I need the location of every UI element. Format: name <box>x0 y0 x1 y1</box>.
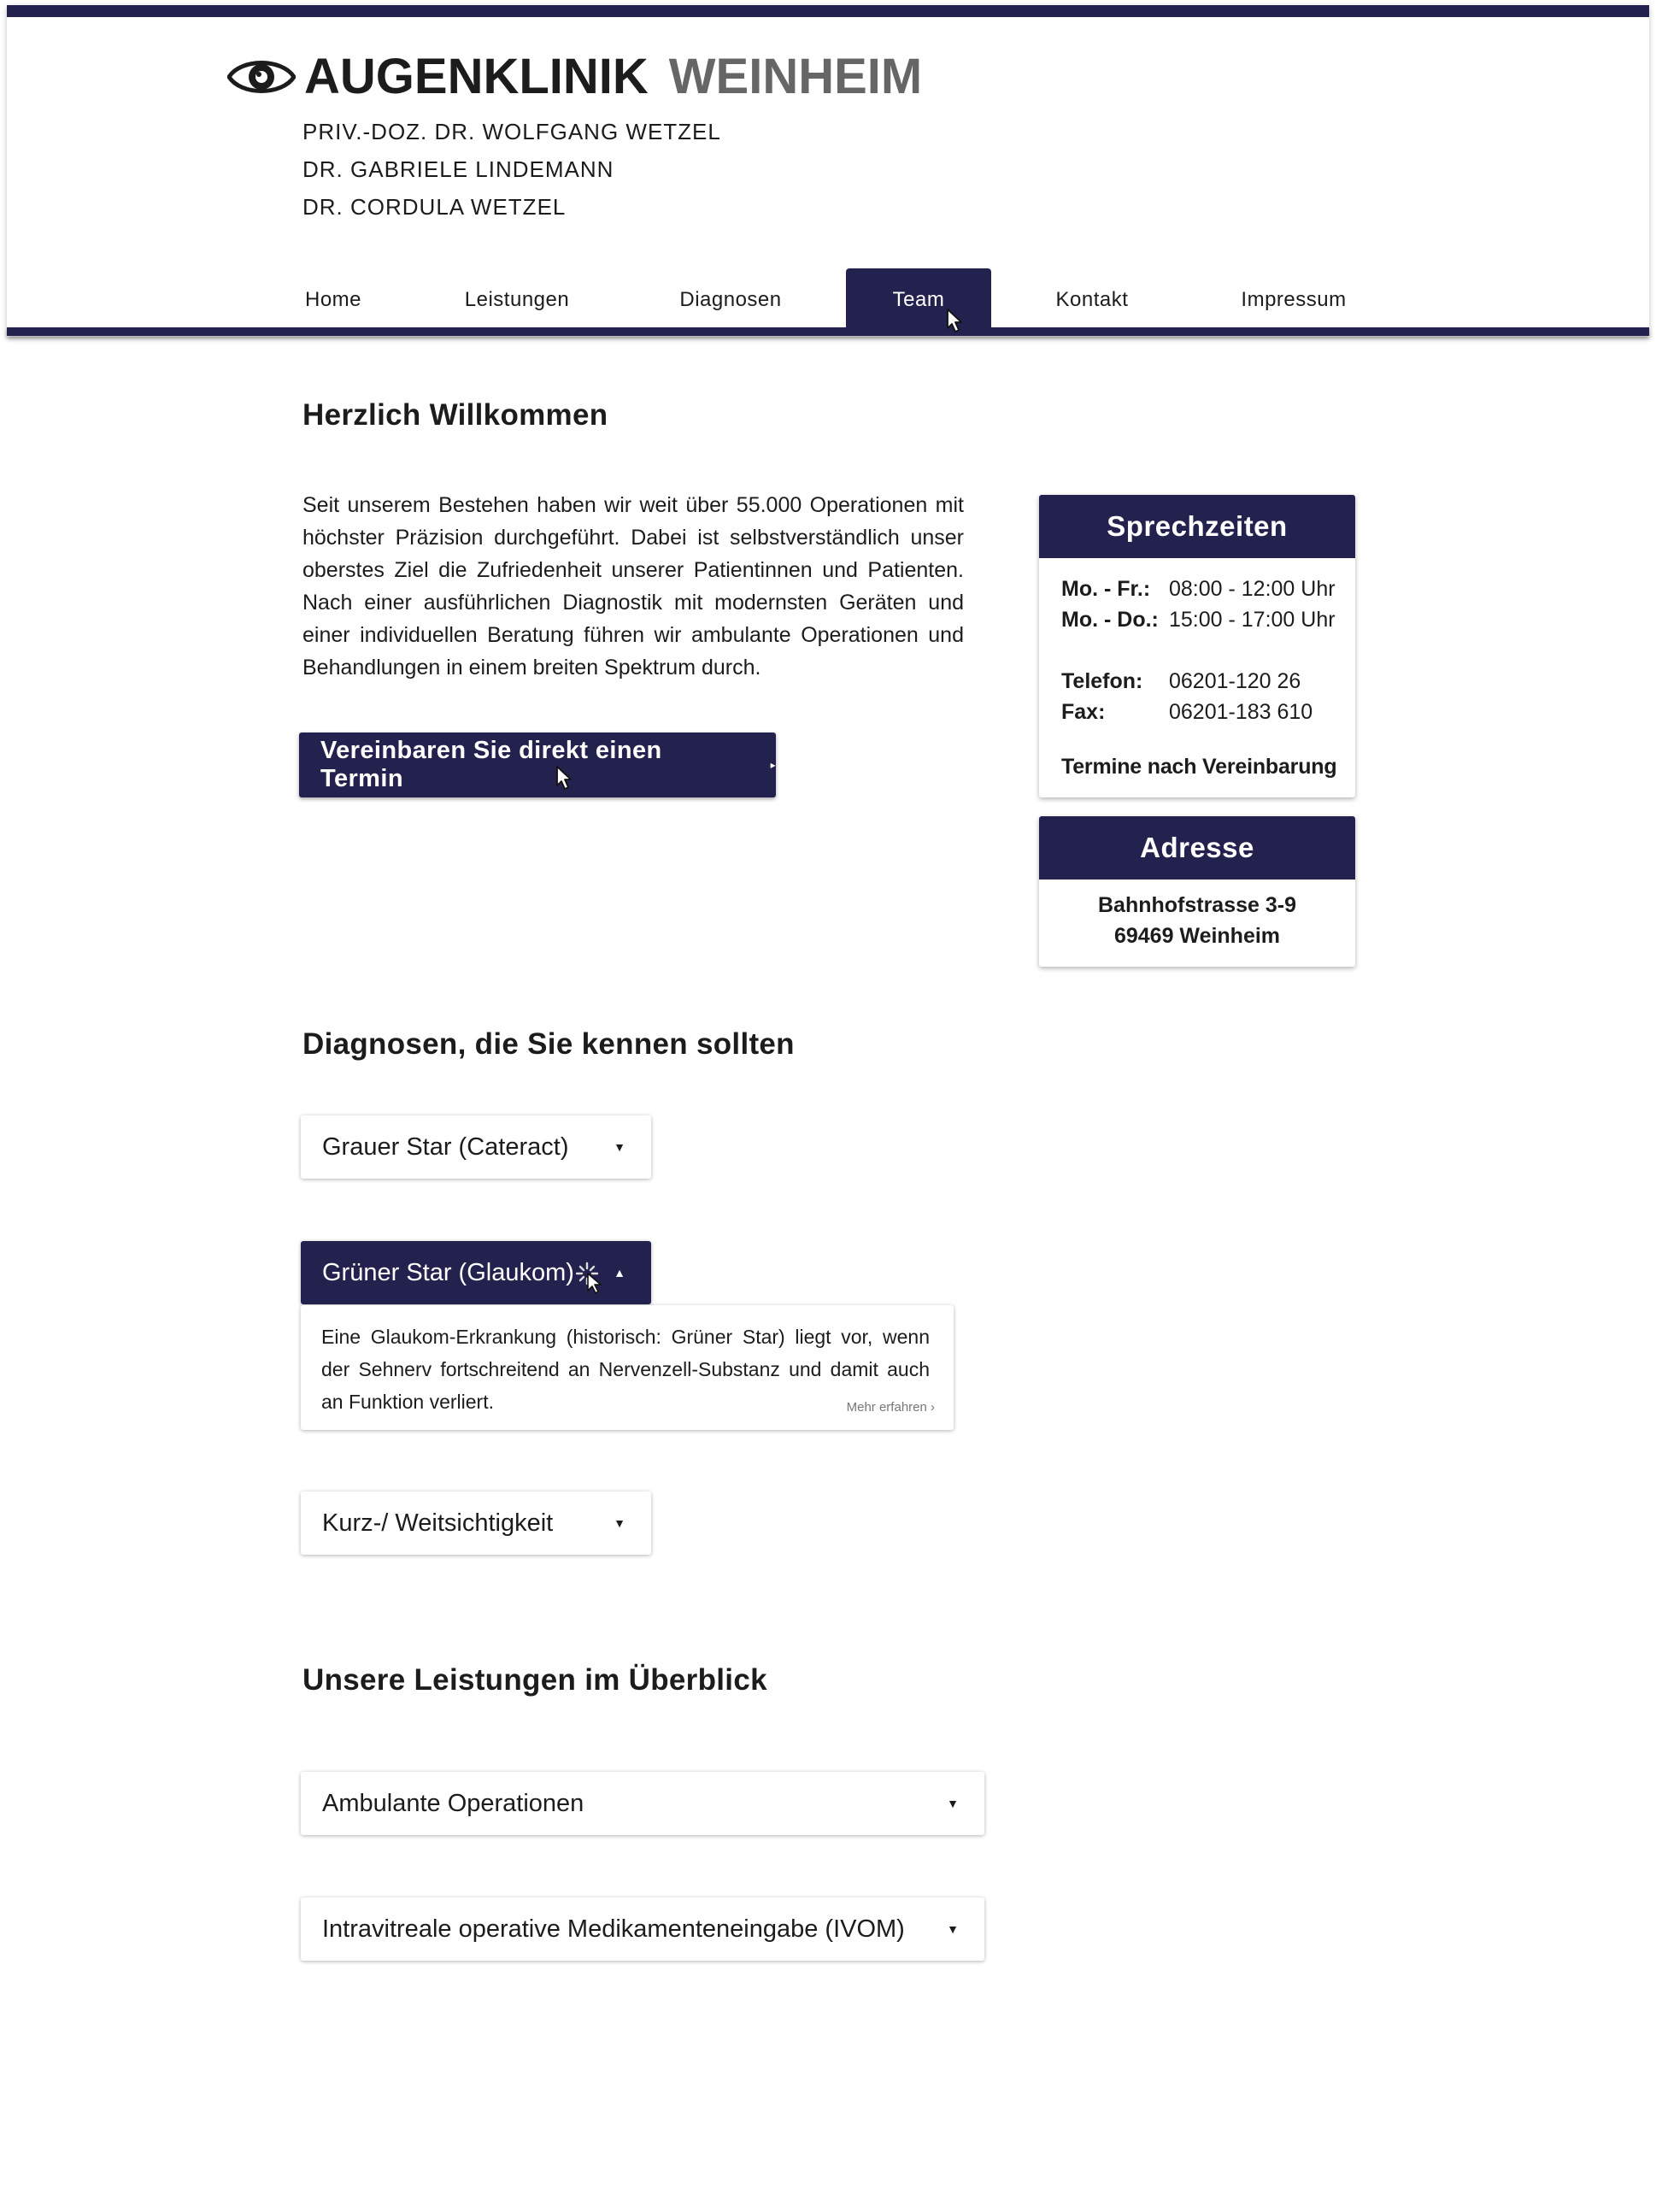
hours-value: 15:00 - 17:00 Uhr <box>1169 608 1336 632</box>
accordion-label: Intravitreale operative Medikamenteneingabe (IVOM) <box>322 1915 905 1943</box>
accordion-label: Grüner Star (Glaukom) <box>322 1258 574 1286</box>
services-title: Unsere Leistungen im Überblick <box>302 1663 767 1697</box>
welcome-title: Herzlich Willkommen <box>302 398 608 432</box>
caret-down-icon: ▼ <box>947 1922 959 1936</box>
hours-row <box>1061 604 1355 635</box>
caret-up-icon: ▲ <box>614 1266 625 1280</box>
nav-item-diagnosen[interactable]: Diagnosen <box>679 288 782 311</box>
nav-item-kontakt[interactable]: Kontakt <box>1055 288 1129 311</box>
nav-item-impressum[interactable]: Impressum <box>1241 288 1347 311</box>
hours-value: 08:00 - 12:00 Uhr <box>1169 577 1336 601</box>
hours-label: Mo. - Fr.: <box>1061 577 1151 601</box>
accordion-label: Ambulante Operationen <box>322 1789 584 1817</box>
address-card <box>1039 816 1355 967</box>
accordion-ambulant-operations[interactable] <box>301 1772 984 1835</box>
phone-label: Telefon: <box>1061 669 1143 693</box>
fax-value: 06201-183 610 <box>1169 700 1313 724</box>
phone-row <box>1061 666 1355 697</box>
appointment-note: Termine nach Vereinbarung <box>1061 755 1337 779</box>
accordion-refraction[interactable] <box>301 1491 651 1555</box>
address-street: Bahnhofstrasse 3-9 <box>1097 893 1297 917</box>
brand-name: AUGENKLINIK <box>304 49 649 104</box>
header-bottom-bar <box>7 327 1649 336</box>
logo[interactable] <box>227 51 922 103</box>
accordion-label: Grauer Star (Cateract) <box>322 1132 569 1161</box>
diagnoses-title: Diagnosen, die Sie kennen sollten <box>302 1027 795 1061</box>
hours-row <box>1061 574 1355 604</box>
doctor-name: PRIV.-DOZ. DR. WOLFGANG WETZEL <box>302 119 721 144</box>
busy-cursor-icon <box>576 1262 605 1294</box>
office-hours-title: Sprechzeiten <box>1039 495 1355 558</box>
pointer-cursor-icon <box>555 765 574 791</box>
main-nav <box>248 268 1395 328</box>
nav-item-team[interactable]: Team <box>846 268 991 328</box>
welcome-text: Seit unserem Bestehen haben wir weit über 55.000 Operationen mit höchster Präzision durchgeführt. Dabei ist selbstverständlich unser oberstes Ziel die Zufriedenheit unserer Patientinnen und Patienten. Nach einer ausführlichen Diagnostik mit modernsten Geräten und einer individuellen Beratung führen wir ambulante Operationen und Behandlungen in einem breiten Spektrum durch. <box>302 493 964 679</box>
caret-down-icon: ▼ <box>947 1797 959 1810</box>
doctor-name: DR. GABRIELE LINDEMANN <box>302 156 614 182</box>
doctor-name: DR. CORDULA WETZEL <box>302 194 567 220</box>
pointer-cursor-icon <box>946 308 965 333</box>
book-appointment-button[interactable] <box>299 732 776 797</box>
glaucoma-panel <box>301 1305 954 1430</box>
eye-icon <box>227 55 296 99</box>
office-hours-card <box>1039 495 1355 797</box>
brand-location: WEINHEIM <box>668 49 923 104</box>
nav-item-leistungen[interactable]: Leistungen <box>464 288 570 311</box>
more-link[interactable]: Mehr erfahren › <box>846 1400 935 1415</box>
caret-down-icon: ▼ <box>614 1516 625 1530</box>
book-appointment-label: Vereinbaren Sie direkt einen Termin <box>320 737 662 792</box>
doctor-list <box>302 118 721 231</box>
arrow-right-icon: ▸ <box>770 759 776 771</box>
glaucoma-description: Eine Glaukom-Erkrankung (historisch: Grüner Star) liegt vor, wenn der Sehnerv fortschreitend an Nervenzell-Substanz und damit auch an Funktion verliert. <box>321 1326 930 1413</box>
address-city: 69469 Weinheim <box>1113 924 1281 948</box>
accordion-label: Kurz-/ Weitsichtigkeit <box>322 1509 554 1537</box>
accordion-ivom[interactable] <box>301 1897 984 1961</box>
caret-down-icon: ▼ <box>614 1140 625 1154</box>
address-title: Adresse <box>1039 816 1355 880</box>
phone-value[interactable]: 06201-120 26 <box>1169 669 1301 693</box>
nav-item-home[interactable]: Home <box>304 288 362 311</box>
hours-label: Mo. - Do.: <box>1061 608 1159 632</box>
accordion-cataract[interactable] <box>301 1115 651 1179</box>
fax-label: Fax: <box>1061 700 1106 724</box>
fax-row <box>1061 697 1355 727</box>
